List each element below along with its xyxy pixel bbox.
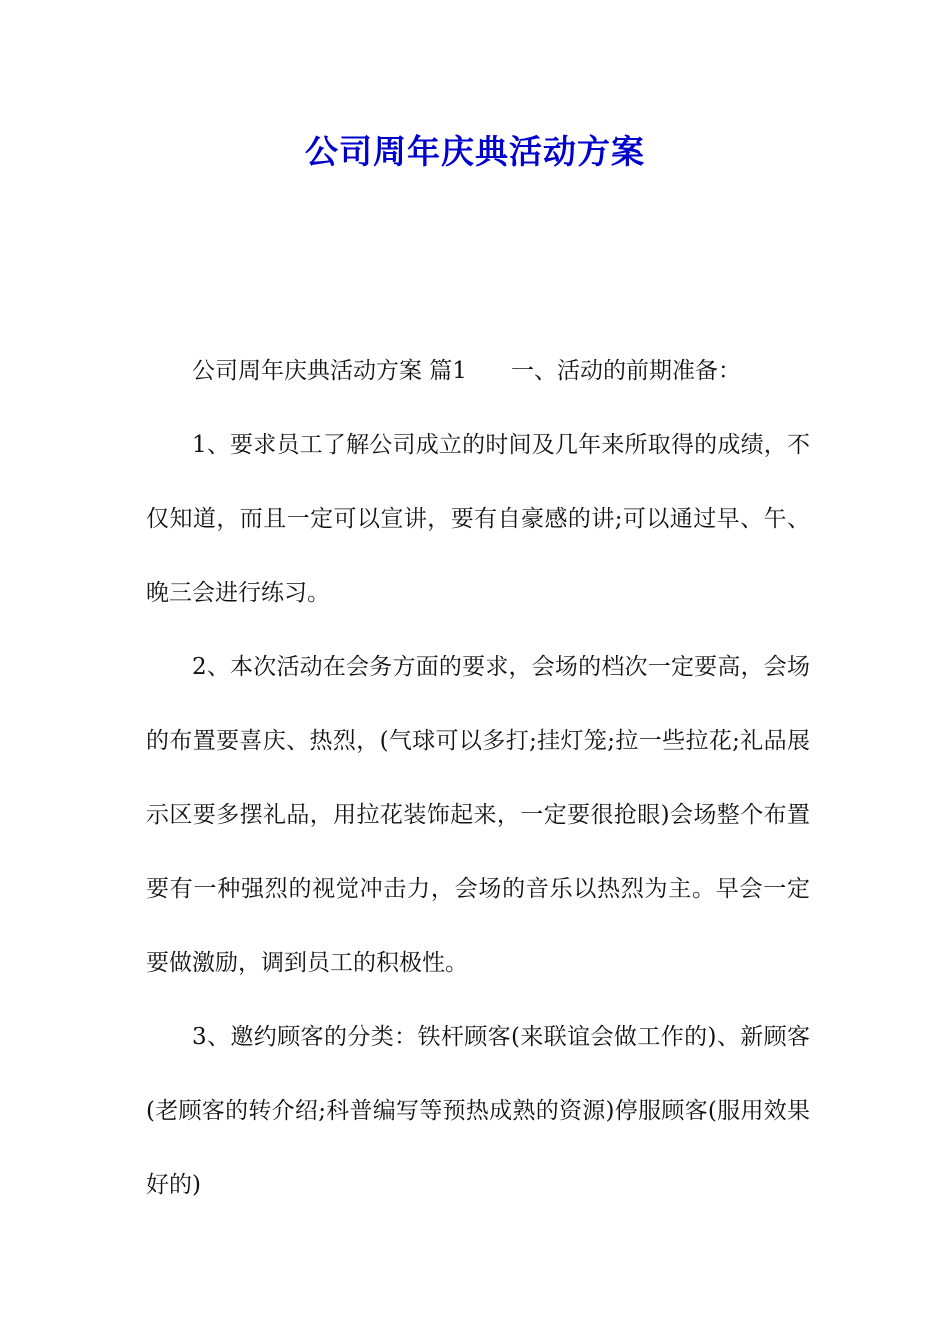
document-body (146, 334, 810, 1222)
document-title: 公司周年庆典活动方案 (305, 132, 645, 171)
section-heading: 公司周年庆典活动方案 篇1 (192, 358, 467, 384)
intro-paragraph (146, 334, 810, 408)
paragraph-3: 3、邀约顾客的分类：铁杆顾客(来联谊会做工作的)、新顾客(老顾客的转介绍;科普编写等预热成熟的资源)停服顾客(服用效果好的) (146, 1024, 810, 1198)
section-subheading: 一、活动的前期准备： (510, 358, 741, 384)
paragraph-1: 1、要求员工了解公司成立的时间及几年来所取得的成绩，不仅知道，而且一定可以宣讲，要有自豪感的讲;可以通过早、午、晚三会进行练习。 (146, 432, 810, 606)
paragraph-2: 2、本次活动在会务方面的要求，会场的档次一定要高，会场的布置要喜庆、热烈，(气球可以多打;挂灯笼;拉一些拉花;礼品展示区要多摆礼品，用拉花装饰起来，一定要很抢眼)会场整个布置要有一种强烈的视觉冲击力，会场的音乐以热烈为主。早会一定要做激励，调到员工的积极性。 (146, 654, 810, 976)
